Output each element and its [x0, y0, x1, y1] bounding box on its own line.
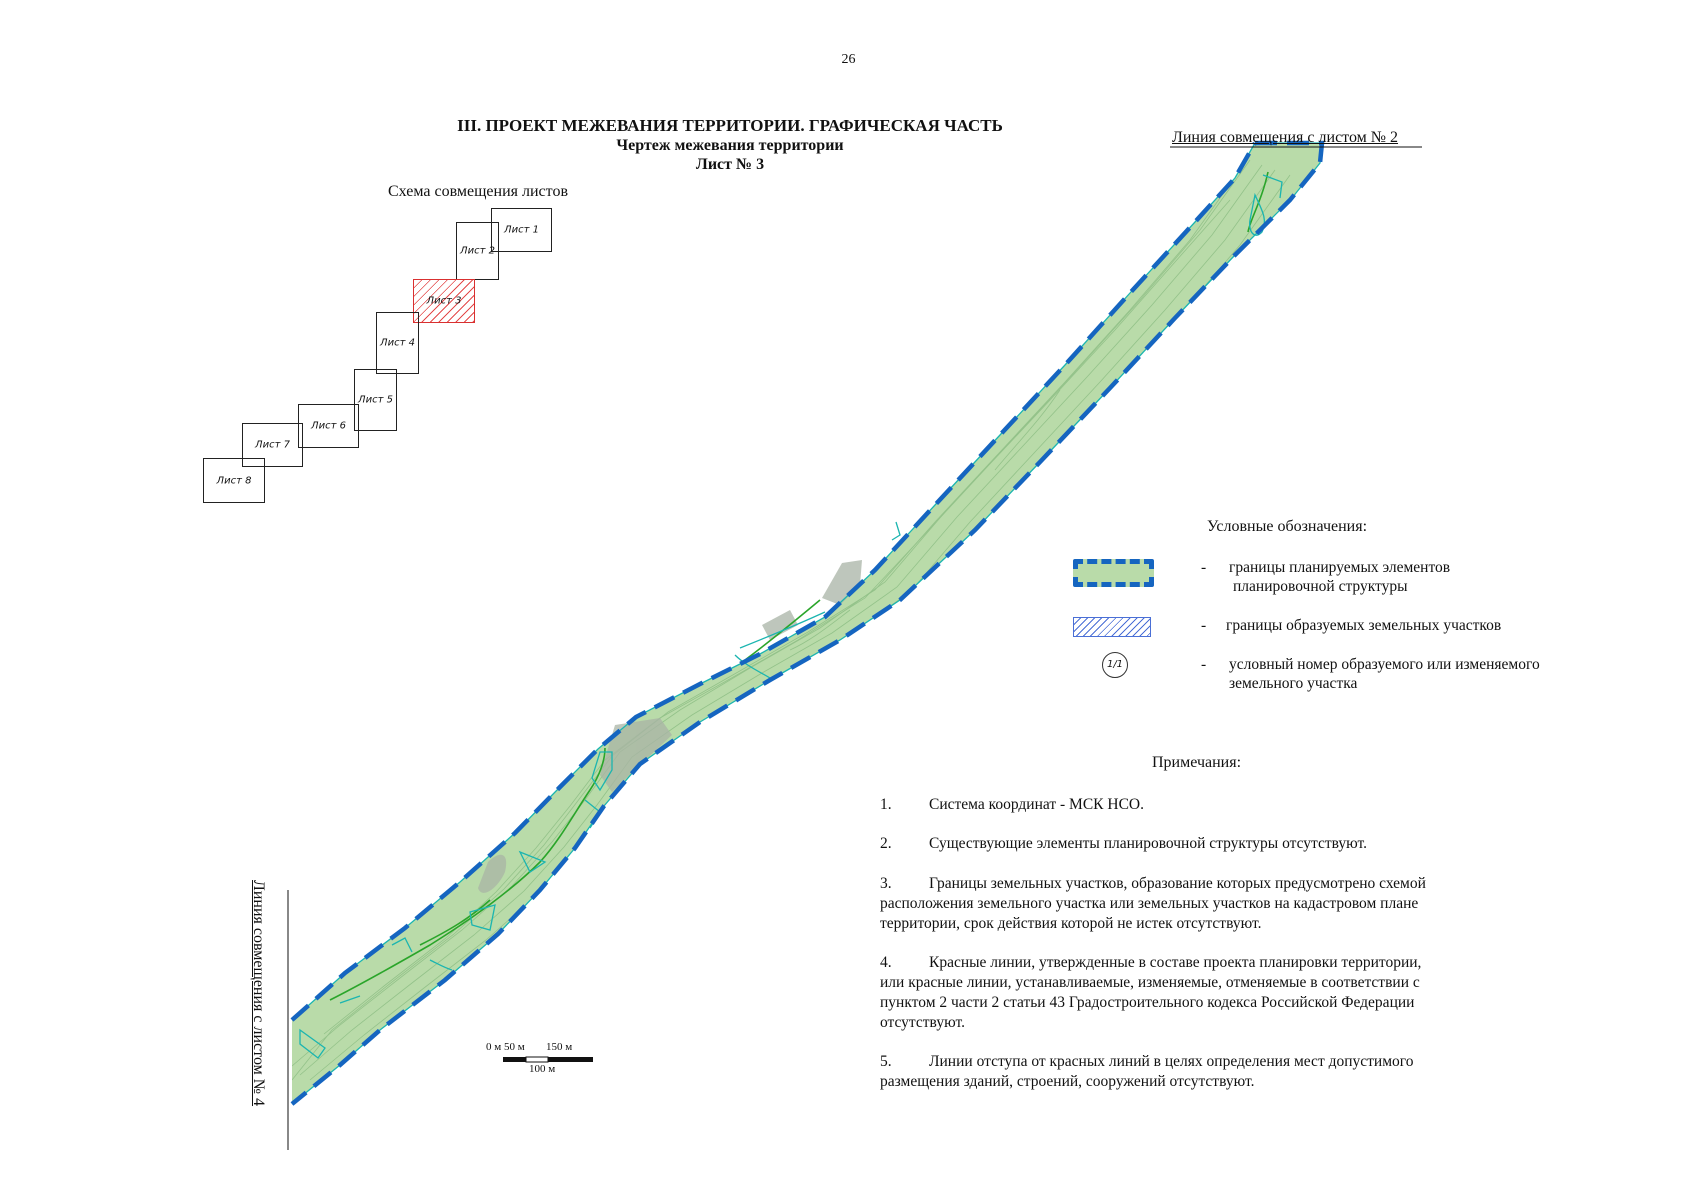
- note-line: пунктом 2 части 2 статьи 43 Градостроительного кодекса Российской Федерации: [880, 994, 1415, 1011]
- sheet-label: Лист 6: [311, 420, 346, 432]
- legend-item-text: [1229, 558, 1450, 596]
- legend-item-text: [1229, 655, 1540, 693]
- legend-dash: -: [1201, 656, 1207, 673]
- note-line: Границы земельных участков, образование которых предусмотрено схемой: [929, 875, 1426, 892]
- legend-item-line: условный номер образуемого или изменяемого: [1229, 656, 1540, 673]
- page-number: 26: [841, 52, 856, 67]
- note-item: [880, 834, 1500, 854]
- note-number: 1.: [880, 796, 892, 813]
- join-line-top-label: Линия совмещения с листом № 2: [1172, 129, 1399, 146]
- scale-label-right: 150 м: [546, 1041, 573, 1053]
- legend-item-text: границы образуемых земельных участков: [1226, 617, 1502, 634]
- blue-dashed-border-icon: [1073, 559, 1154, 587]
- legend-item-line: земельного участка: [1229, 675, 1358, 692]
- sheet-label: Лист 3: [426, 295, 462, 307]
- numbered-circle-icon: 1/1: [1102, 652, 1128, 678]
- notes-title: Примечания:: [1152, 754, 1242, 771]
- blue-hatch-icon: [1073, 617, 1151, 637]
- note-line: Линии отступа от красных линий в целях определения мест допустимого: [929, 1053, 1414, 1070]
- sheet-label: Лист 5: [358, 394, 393, 406]
- note-line: Существующие элементы планировочной структуры отсутствуют.: [929, 835, 1368, 852]
- note-line: отсутствуют.: [880, 1014, 965, 1031]
- sheet-label: Лист 4: [380, 337, 415, 349]
- note-number: 5.: [880, 1053, 892, 1070]
- scale-label-left: 0 м 50 м: [486, 1041, 525, 1053]
- note-item: [880, 1052, 1500, 1092]
- sheet-number: Лист № 3: [695, 156, 765, 173]
- note-number: 3.: [880, 875, 892, 892]
- sheet-label: Лист 8: [216, 475, 252, 486]
- note-line: размещения зданий, строений, сооружений отсутствуют.: [880, 1073, 1255, 1090]
- drawing-subtitle: Чертеж межевания территории: [616, 137, 844, 154]
- note-item: [880, 953, 1500, 1033]
- legend-item-line: границы планируемых элементов: [1229, 559, 1451, 576]
- note-item: [880, 795, 1500, 815]
- note-item: [880, 874, 1500, 934]
- legend-title: Условные обозначения:: [1207, 518, 1368, 535]
- scale-bar: [503, 1057, 593, 1062]
- legend-dash: -: [1201, 617, 1207, 634]
- sheet-label: Лист 2: [460, 245, 495, 257]
- note-number: 2.: [880, 835, 892, 852]
- join-line-left-label: Линия совмещения с листом № 4: [250, 880, 267, 1107]
- note-line: Красные линии, утвержденные в составе проекта планировки территории,: [929, 954, 1422, 971]
- scheme-title: Схема совмещения листов: [388, 183, 568, 200]
- page-title: III. ПРОЕКТ МЕЖЕВАНИЯ ТЕРРИТОРИИ. ГРАФИЧЕСКАЯ ЧАСТЬ: [457, 116, 1003, 135]
- legend-item-line: планировочной структуры: [1233, 578, 1408, 595]
- note-number: 4.: [880, 954, 892, 971]
- legend-dash: -: [1201, 559, 1207, 576]
- note-line: или красные линии, устанавливаемые, изменяемые, отменяемые в соответствии с: [880, 974, 1420, 991]
- note-line: территории, срок действия которой не истек отсутствуют.: [880, 915, 1262, 932]
- scale-label-bottom: 100 м: [529, 1063, 556, 1075]
- sheet-label: Лист 1: [504, 224, 539, 236]
- note-line: расположения земельного участка или земельных участков на кадастровом плане: [880, 895, 1419, 912]
- sheet-label: Лист 7: [255, 439, 290, 451]
- note-line: Система координат - МСК НСО.: [929, 796, 1144, 813]
